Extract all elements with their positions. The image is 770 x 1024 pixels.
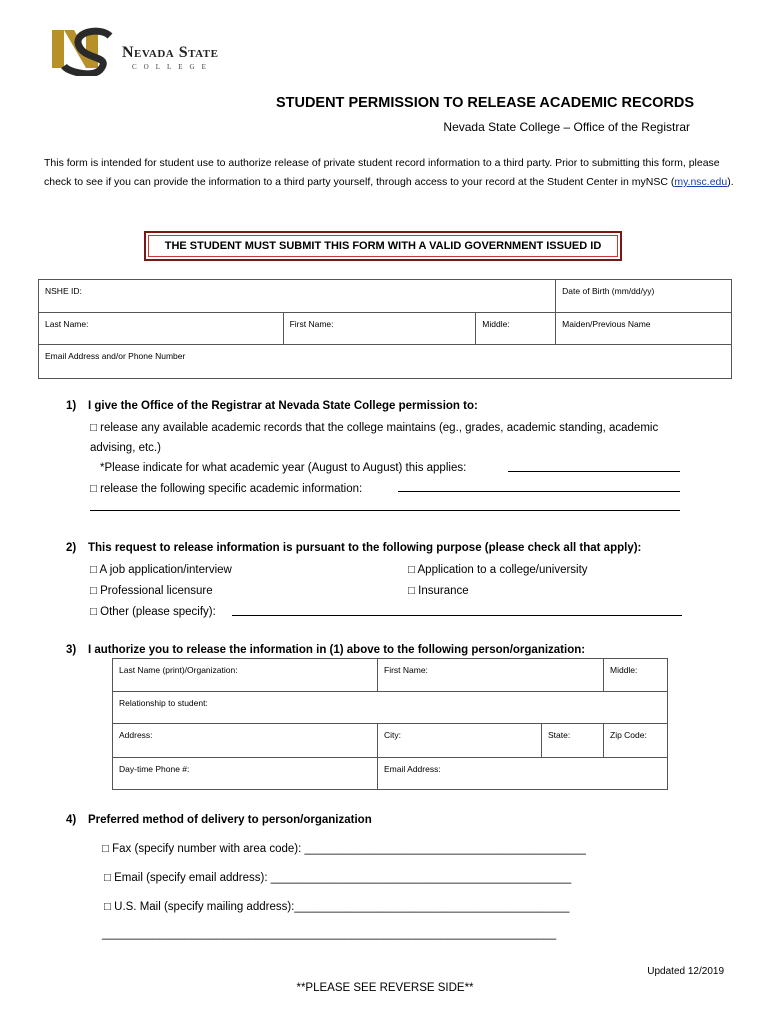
form-title: STUDENT PERMISSION TO RELEASE ACADEMIC RECORDS bbox=[275, 95, 695, 111]
recipient-state-field[interactable]: State: bbox=[542, 724, 604, 758]
updated-date: Updated 12/2019 bbox=[647, 966, 724, 977]
purpose-licensure-option[interactable]: □ Professional licensure bbox=[90, 585, 213, 597]
academic-year-note: *Please indicate for what academic year (August to August) this applies: bbox=[100, 462, 467, 474]
delivery-fax-option[interactable]: □ Fax (specify number with area code): ____________________________________________ bbox=[102, 843, 586, 855]
section1-heading: 1) I give the Office of the Registrar at Nevada State College permission to: bbox=[66, 400, 478, 412]
intro-paragraph: This form is intended for student use to authorize release of private student record information to a third party. Prior to submitting this form, please check to see if you can provide the information to a third party yourself, through access to your record at the Student Center in myNSC (my.nsc.edu). bbox=[44, 157, 734, 188]
student-info-table bbox=[38, 279, 732, 379]
college-logo bbox=[50, 26, 116, 76]
delivery-mail-option[interactable]: □ U.S. Mail (specify mailing address):___________________________________________ bbox=[104, 901, 570, 913]
logo-college-label: COLLEGE bbox=[132, 63, 213, 71]
id-warning-box bbox=[144, 231, 622, 261]
mynsc-link[interactable]: my.nsc.edu bbox=[674, 176, 728, 188]
recipient-phone-field[interactable]: Day-time Phone #: bbox=[113, 758, 378, 790]
recipient-table bbox=[112, 658, 668, 790]
nshe-id-field[interactable]: NSHE ID: bbox=[39, 280, 556, 313]
purpose-college-option[interactable]: □ Application to a college/university bbox=[408, 564, 588, 576]
recipient-first-name-field[interactable]: First Name: bbox=[378, 659, 604, 692]
recipient-middle-field[interactable]: Middle: bbox=[604, 659, 668, 692]
recipient-email-field[interactable]: Email Address: bbox=[378, 758, 668, 790]
mailing-address-line[interactable]: _______________________________________________________________________ bbox=[102, 928, 557, 940]
relationship-field[interactable]: Relationship to student: bbox=[113, 692, 668, 724]
email-phone-field[interactable]: Email Address and/or Phone Number bbox=[39, 345, 732, 379]
reverse-side-note: **PLEASE SEE REVERSE SIDE** bbox=[296, 982, 474, 994]
specific-info-line-2[interactable] bbox=[90, 510, 680, 511]
academic-year-line[interactable] bbox=[508, 471, 680, 472]
release-all-option[interactable]: □ release any available academic records that the college maintains (eg., grades, academic standing, academic bbox=[90, 422, 659, 434]
purpose-other-line[interactable] bbox=[232, 615, 682, 616]
release-all-option-cont: advising, etc.) bbox=[90, 442, 161, 454]
purpose-other-option[interactable]: □ Other (please specify): bbox=[90, 606, 216, 618]
purpose-insurance-option[interactable]: □ Insurance bbox=[408, 585, 469, 597]
recipient-last-name-field[interactable]: Last Name (print)/Organization: bbox=[113, 659, 378, 692]
section4-heading: 4) Preferred method of delivery to person/organization bbox=[66, 814, 372, 826]
recipient-zip-field[interactable]: Zip Code: bbox=[604, 724, 668, 758]
middle-name-field[interactable]: Middle: bbox=[476, 313, 556, 345]
form-subtitle: Nevada State College – Office of the Registrar bbox=[443, 120, 690, 134]
dob-field[interactable]: Date of Birth (mm/dd/yy) bbox=[556, 280, 732, 313]
last-name-field[interactable]: Last Name: bbox=[39, 313, 284, 345]
recipient-city-field[interactable]: City: bbox=[378, 724, 542, 758]
section2-heading: 2) This request to release information is pursuant to the following purpose (please check all that apply): bbox=[66, 542, 642, 554]
release-specific-option[interactable]: □ release the following specific academic information: bbox=[90, 483, 363, 495]
delivery-email-option[interactable]: □ Email (specify email address): _______________________________________________ bbox=[104, 872, 572, 884]
id-warning-text: THE STUDENT MUST SUBMIT THIS FORM WITH A VALID GOVERNMENT ISSUED ID bbox=[148, 235, 618, 257]
first-name-field[interactable]: First Name: bbox=[283, 313, 476, 345]
maiden-name-field[interactable]: Maiden/Previous Name bbox=[556, 313, 732, 345]
purpose-job-option[interactable]: □ A job application/interview bbox=[90, 564, 232, 576]
section3-heading: 3) I authorize you to release the information in (1) above to the following person/organization: bbox=[66, 644, 586, 656]
specific-info-line[interactable] bbox=[398, 491, 680, 492]
logo-college-name: Nevada State bbox=[122, 44, 219, 61]
recipient-address-field[interactable]: Address: bbox=[113, 724, 378, 758]
